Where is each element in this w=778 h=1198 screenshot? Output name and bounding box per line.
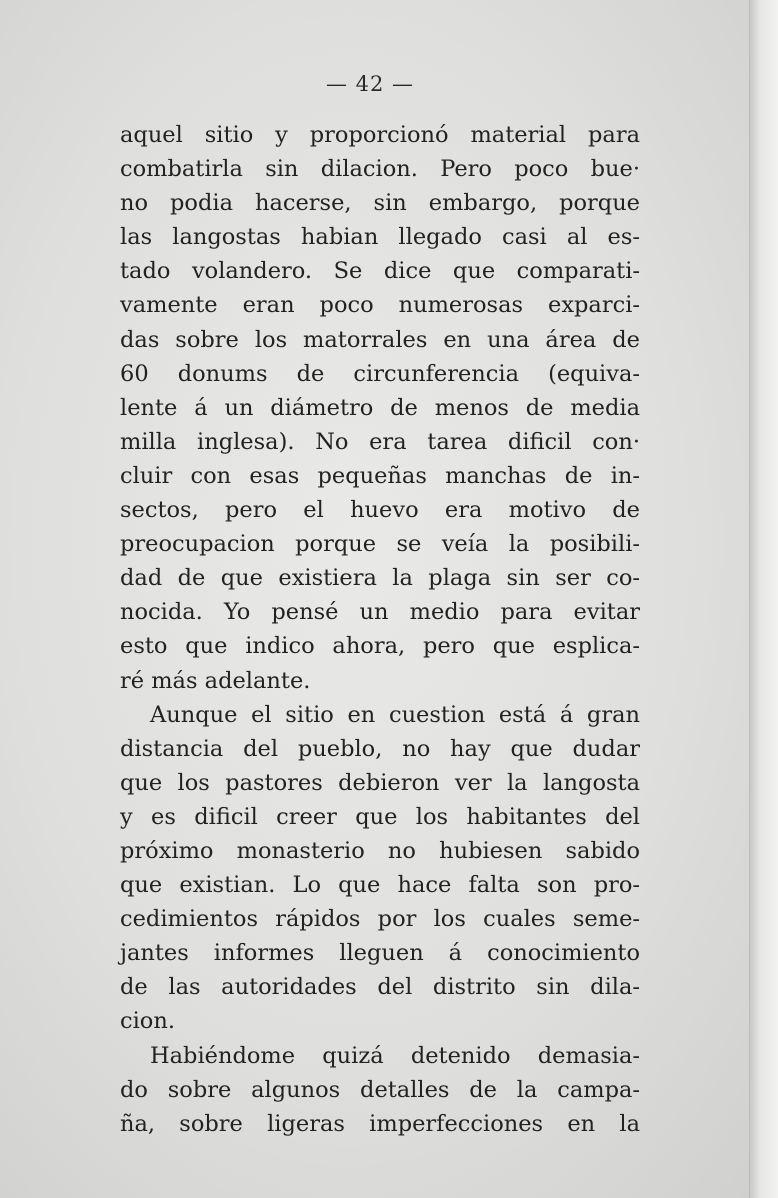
text-line: y es dificil creer que los habitantes del	[120, 803, 640, 830]
text-line: de las autoridades del distrito sin dila-	[120, 974, 640, 1001]
text-line: 60 donums de circunferencia (equiva-	[120, 360, 640, 387]
text-line: lente á un diámetro de menos de media	[120, 394, 640, 421]
text-line: las langostas habian llegado casi al es-	[120, 224, 640, 251]
text-line: jantes informes lleguen á conocimiento	[120, 940, 640, 967]
page-gutter	[749, 0, 778, 1198]
text-line: tado volandero. Se dice que comparati-	[120, 258, 640, 285]
text-line: sectos, pero el huevo era motivo de	[120, 497, 640, 524]
text-line: cluir con esas pequeñas manchas de in-	[120, 462, 640, 489]
text-line: próximo monasterio no hubiesen sabido	[120, 837, 640, 864]
text-line: que los pastores debieron ver la langosta	[120, 769, 640, 796]
text-line: ña, sobre ligeras imperfecciones en la	[120, 1110, 640, 1137]
page-number: — 42 —	[325, 72, 415, 96]
text-line: que existian. Lo que hace falta son pro-	[120, 872, 640, 899]
text-line: Habiéndome quizá detenido demasia-	[150, 1042, 640, 1069]
text-line: aquel sitio y proporcionó material para	[120, 122, 640, 148]
text-line: esto que indico ahora, pero que esplica-	[120, 633, 640, 660]
text-line: cion.	[120, 1008, 175, 1035]
text-line: ré más adelante.	[120, 667, 311, 694]
text-line: milla inglesa). No era tarea dificil con·	[120, 428, 640, 455]
text-line: nocida. Yo pensé un medio para evitar	[120, 599, 640, 626]
text-line: distancia del pueblo, no hay que dudar	[120, 735, 640, 762]
text-line: dad de que existiera la plaga sin ser co-	[120, 565, 640, 592]
text-line: Aunque el sitio en cuestion está á gran	[150, 701, 640, 728]
text-line: vamente eran poco numerosas exparci-	[120, 292, 640, 319]
text-line: cedimientos rápidos por los cuales seme-	[120, 906, 640, 933]
text-line: das sobre los matorrales en una área de	[120, 326, 640, 353]
text-line: no podia hacerse, sin embargo, porque	[120, 190, 640, 217]
body-text	[120, 118, 640, 1141]
text-line: do sobre algunos detalles de la campa-	[120, 1076, 640, 1103]
text-line: combatirla sin dilacion. Pero poco bue·	[120, 156, 640, 183]
text-line: preocupacion porque se veía la posibili-	[120, 531, 640, 558]
